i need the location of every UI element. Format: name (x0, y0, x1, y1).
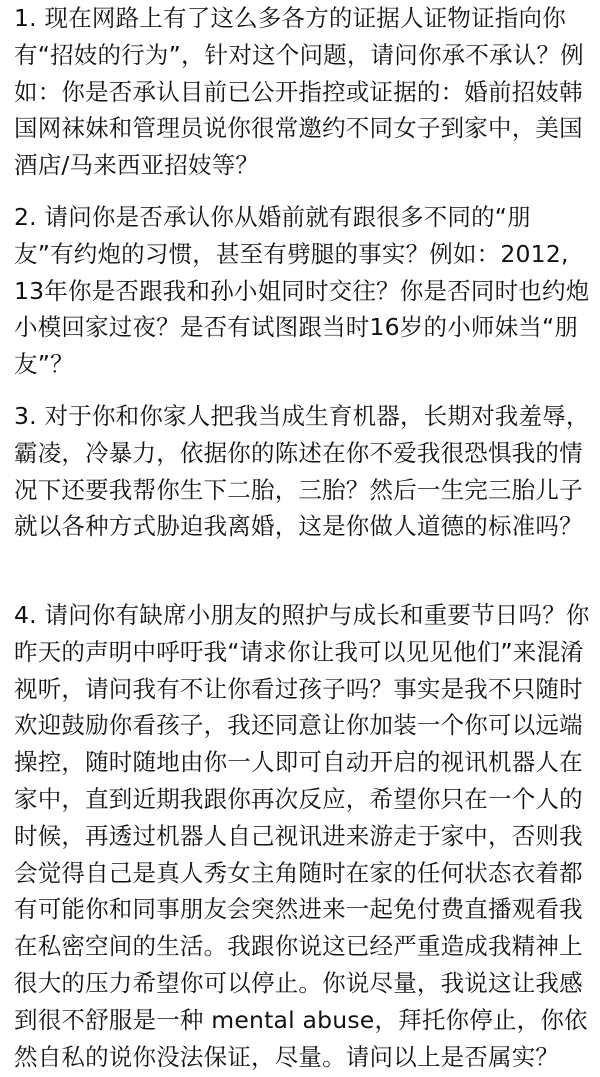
question-paragraph-4: 4. 请问你有缺席小朋友的照护与成长和重要节日吗？你昨天的声明中呼吁我“请求你让我可以见见他们”来混淆视听，请问我有不让你看过孩子吗？事实是我不只随时欢迎鼓励你看孩子，我还同意让你加装一个你可以远端操控，随时随地由你一人即可自动开启的视讯机器人在家中，直到近期我跟你再次反应，希望你只在一个人的时候，再透过机器人自己视讯进来游走于家中，否则我会觉得自己是真人秀女主角随时在家的任何状态衣着都有可能你和同事朋友会突然进来一起免付费直播观看我在私密空间的生活。我跟你说这已经严重造成我精神上很大的压力希望你可以停止。你说尽量，我说这让我感到很不舒服是一种 mental abuse，拜托你停止，你依然自私的说你没法保证，尽量。请问以上是否属实？ (14, 601, 590, 1071)
question-paragraph-2: 2. 请问你是否承认你从婚前就有跟很多不同的“朋友”有约炮的习惯，甚至有劈腿的事实？例如：2012, 13年你是否跟我和孙小姐同时交往？你是否同时也约炮小模回家过夜？是否有试图跟当时16岁的小师妹当“朋友”？ (14, 203, 590, 379)
question-paragraph-1: 1. 现在网路上有了这么多各方的证据人证物证指向你有“招妓的行为”，针对这个问题，请问你承不承认？例如：你是否承认目前已公开指控或证据的：婚前招妓韩国网袜妹和管理员说你很常邀约不同女子到家中，美国酒店/马来西亚招妓等？ (14, 4, 584, 180)
question-paragraph-3: 3. 对于你和你家人把我当成生育机器，长期对我羞辱，霸凌，冷暴力，依据你的陈述在你不爱我很恐惧我的情况下还要我帮你生下二胎，三胎？然后一生完三胎儿子就以各种方式胁迫我离婚，这是你做人道德的标准吗？ (14, 402, 590, 541)
